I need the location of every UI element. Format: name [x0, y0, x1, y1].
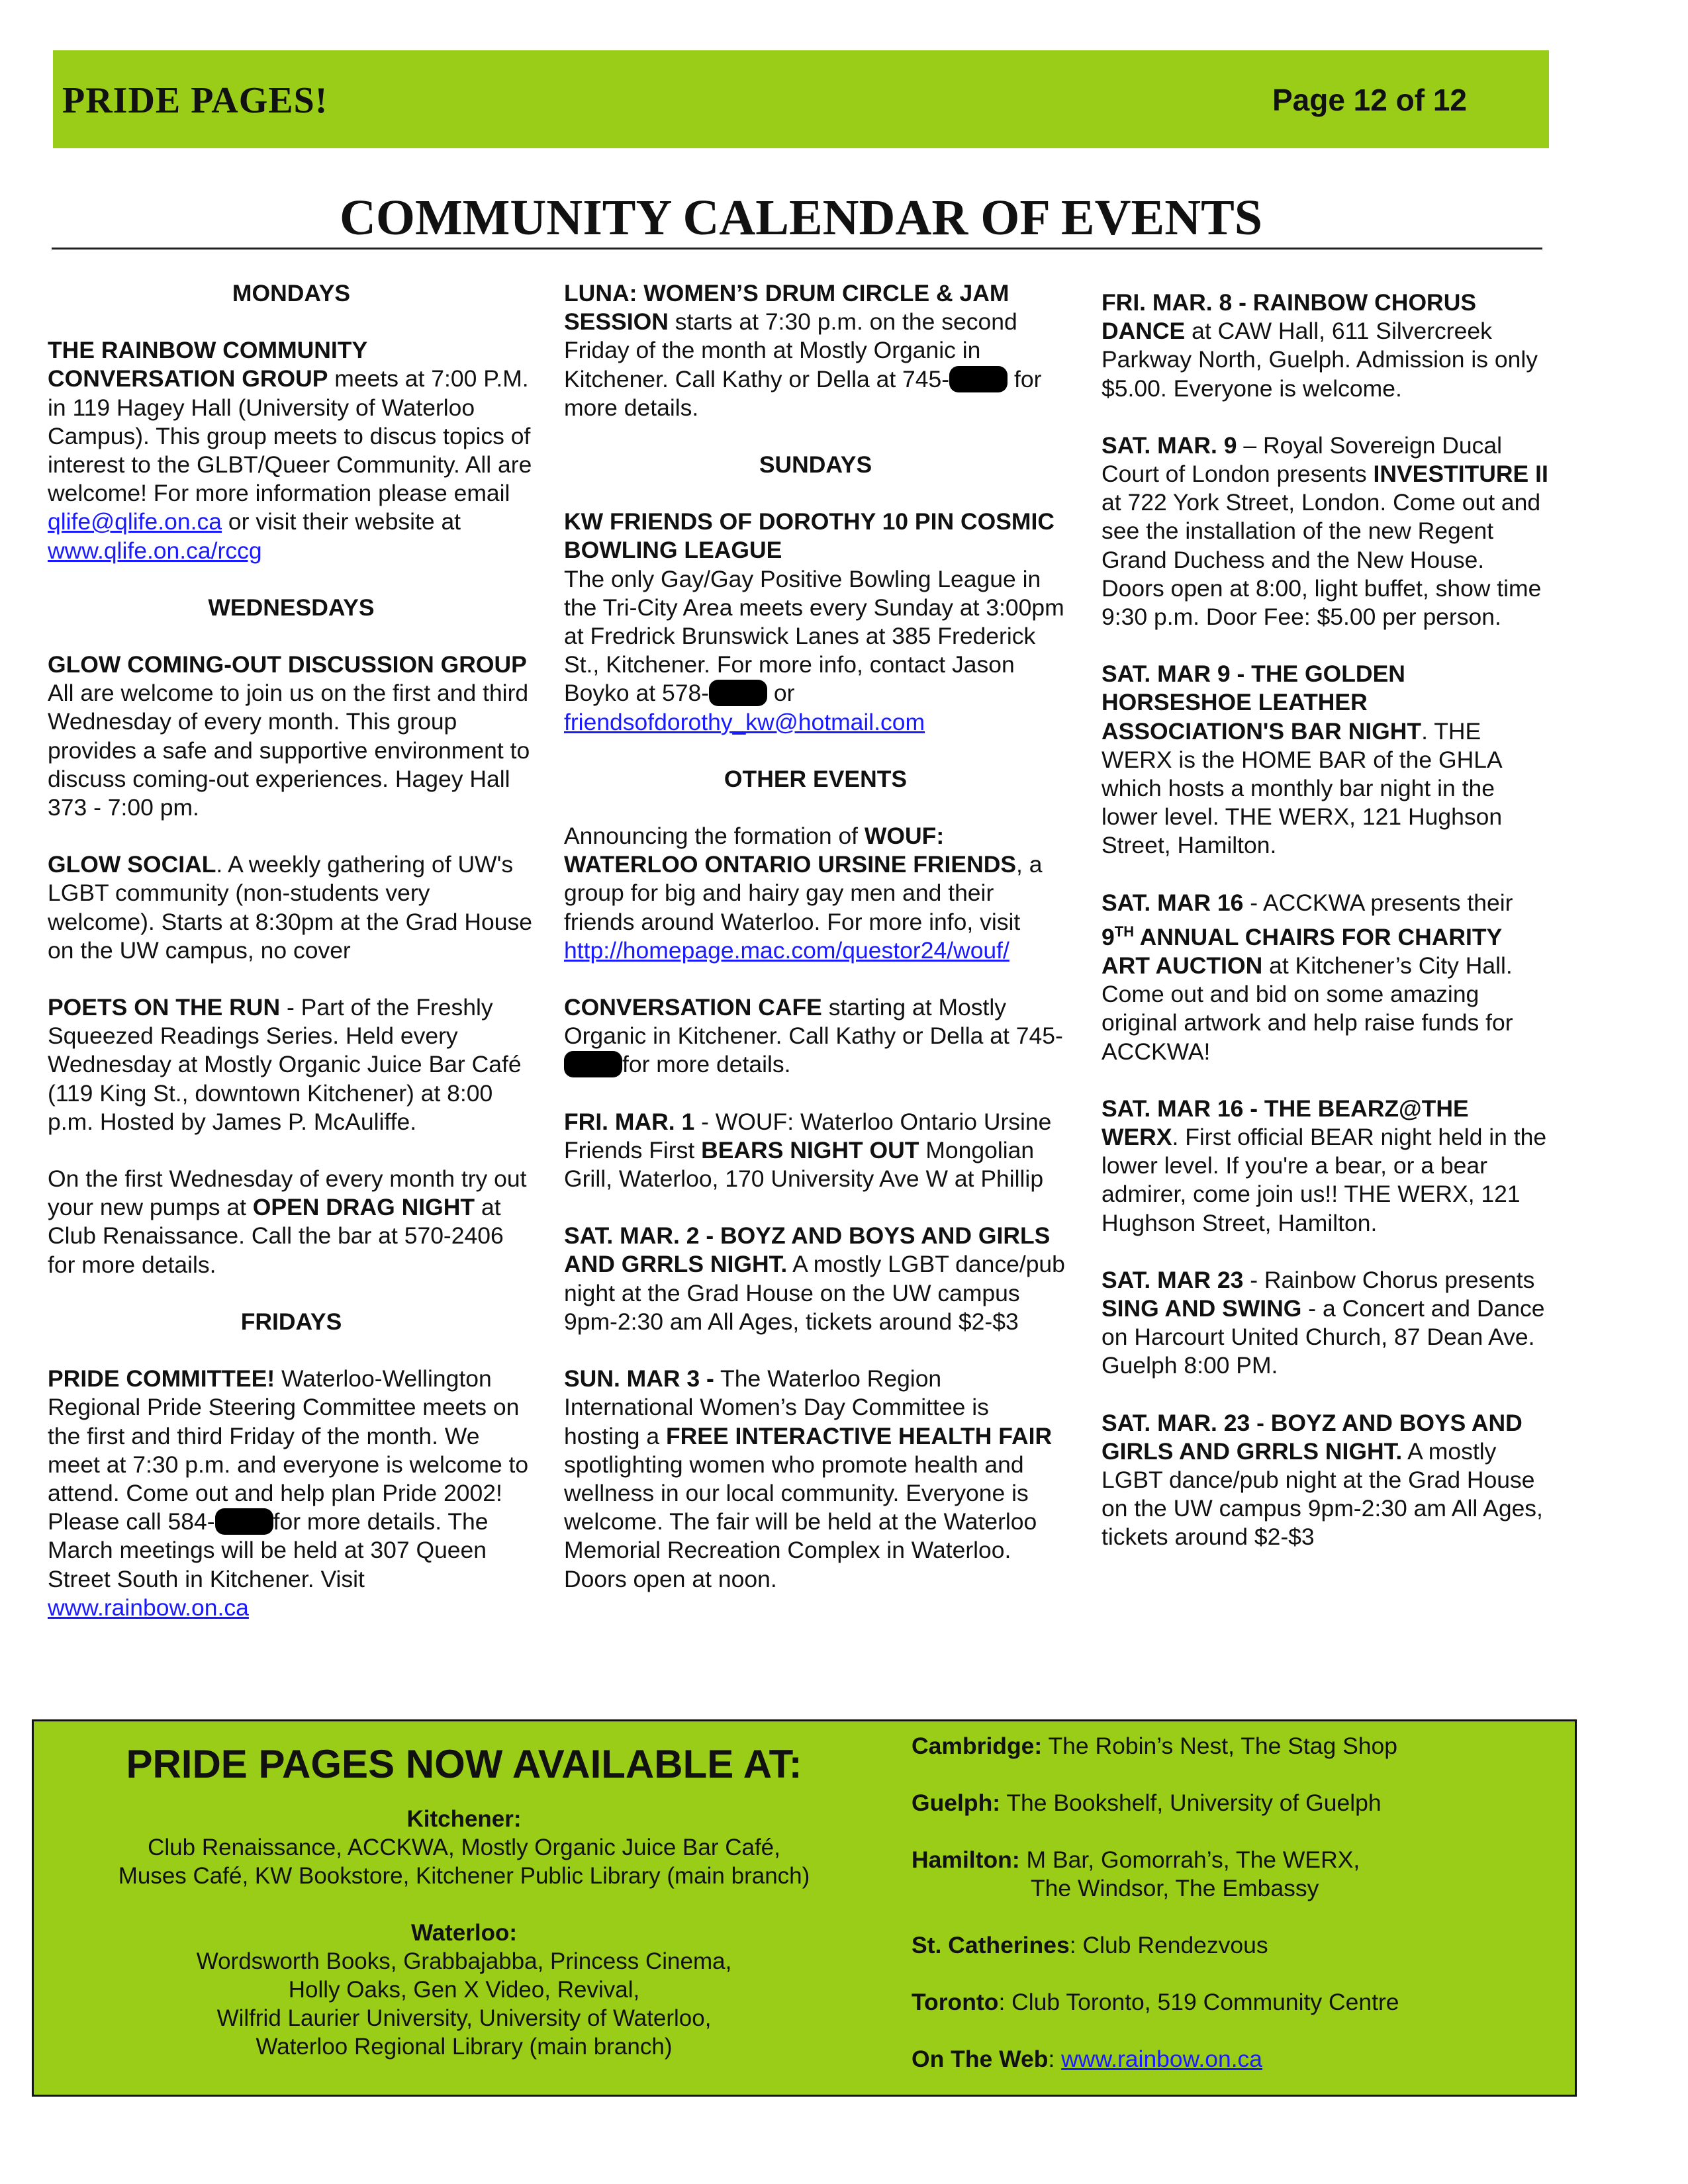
waterloo-locations [34, 1919, 894, 2061]
event-text: for more details. [622, 1051, 791, 1078]
event-title: SING AND SWING [1102, 1295, 1302, 1322]
event-open-drag-night [48, 1165, 535, 1279]
event-text: - Part of the Freshly Squeezed Readings Series. Held every Wednesday at Mostly Organic Juice Bar Café (119 King St., downtown Kitchener) at 8:00 p.m. Hosted by James P. McAuliffe. [48, 994, 522, 1135]
toronto-locations [912, 1988, 1547, 2017]
event-title: BEARS NIGHT OUT [701, 1136, 919, 1163]
event-text: - WOUF: Waterloo Ontario Ursine Friends First [564, 1108, 1052, 1163]
event-text: All are welcome to join us on the first and third Wednesday of every month. This group provides a safe and supportive environment to discuss coming-out experiences. Hagey Hall 373 - 7:00 pm. [48, 680, 530, 821]
event-text: . First official BEAR night held in the lower level. If you're a bear, or a bear admirer, come join us!! THE WERX, 121 Hughson Street, Hamilton. [1102, 1123, 1547, 1236]
event-text: or visit their website at [222, 508, 461, 535]
event-text: spotlighting women who promote health and wellness in our local community. Everyone is welcome. The fair will be held at the Waterloo Memorial Recreation Complex in Waterloo. Doors open at noon. [564, 1451, 1037, 1592]
hamilton-locations [912, 1846, 1547, 1903]
location-line: Club Renaissance, ACCKWA, Mostly Organic Juice Bar Café, [148, 1835, 780, 1860]
event-text: for more details. [564, 365, 1042, 421]
newsletter-title: PRIDE PAGES! [62, 80, 328, 121]
event-sat-mar-16-auction [1102, 889, 1552, 1066]
event-title: SUN. MAR 3 - [564, 1365, 714, 1392]
st-catherines-locations [912, 1931, 1547, 1960]
event-text: meets at 7:00 P.M. in 119 Hagey Hall (University of Waterloo Campus). This group meets to discus topics of interest to the GLBT/Queer Community. All are welcome! For more information please email [48, 365, 532, 507]
event-sat-mar-16-bearz [1102, 1095, 1552, 1238]
header-banner [53, 50, 1549, 148]
event-sat-mar-9-leather [1102, 660, 1552, 860]
event-glow-social [48, 850, 535, 965]
city-label: Kitchener: [406, 1806, 522, 1832]
section-heading-mondays: MONDAYS [232, 280, 351, 306]
website-link[interactable]: www.rainbow.on.ca [48, 1594, 249, 1621]
event-title: KW FRIENDS OF DOROTHY 10 PIN COSMIC BOWLING LEAGUE [564, 508, 1055, 564]
event-text: - Rainbow Chorus presents [1243, 1266, 1535, 1293]
event-poets-on-the-run [48, 993, 535, 1136]
event-title: SAT. MAR. 23 - BOYZ AND BOYS AND GIRLS AND GRRLS NIGHT. [1102, 1409, 1523, 1465]
location-line: Wordsworth Books, Grabbajabba, Princess Cinema, [196, 1948, 732, 1974]
location-line: Muses Café, KW Bookstore, Kitchener Public Library (main branch) [118, 1863, 810, 1889]
city-label: Guelph: [912, 1790, 1001, 1816]
city-label: On The Web [912, 2046, 1049, 2072]
availability-box [32, 1719, 1577, 2097]
event-rainbow-community [48, 336, 535, 565]
event-title: WOUF: WATERLOO ONTARIO URSINE FRIENDS [564, 823, 1017, 878]
redaction-mark [564, 1051, 622, 1077]
location-line: The Bookshelf, University of Guelph [1000, 1790, 1382, 1816]
event-title: LUNA: WOMEN’S DRUM CIRCLE & JAM SESSION [564, 280, 1009, 336]
location-line: Wilfrid Laurier University, University of Waterloo, [216, 2005, 712, 2031]
section-heading-other-events: OTHER EVENTS [724, 765, 908, 792]
event-title: SAT. MAR. 9 [1102, 432, 1237, 459]
ordinal-suffix: TH [1114, 923, 1135, 940]
column-2 [564, 279, 1067, 1622]
section-heading-wednesdays: WEDNESDAYS [208, 594, 375, 621]
page-title: COMMUNITY CALENDAR OF EVENTS [339, 190, 1263, 246]
event-text: - a Concert and Dance on Harcourt United Church, 87 Dean Ave. Guelph 8:00 PM. [1102, 1295, 1545, 1379]
location-line: The Windsor, The Embassy [1031, 1875, 1319, 1901]
event-sun-mar-3 [564, 1365, 1067, 1594]
website-link[interactable]: www.qlife.on.ca/rccg [48, 537, 262, 564]
web-locations [912, 2045, 1547, 2073]
city-label: St. Catherines [912, 1932, 1070, 1958]
website-link[interactable]: http://homepage.mac.com/questor24/wouf/ [564, 936, 1009, 964]
event-text: at Kitchener’s City Hall. Come out and bid on some amazing original artwork and help raise funds for ACCKWA! [1102, 952, 1513, 1065]
kitchener-locations [34, 1805, 894, 1890]
event-title: SAT. MAR 9 - THE GOLDEN HORSESHOE LEATHER ASSOCIATION'S BAR NIGHT [1102, 660, 1422, 745]
event-fri-mar-8 [1102, 289, 1552, 403]
page-number: Page 12 of 12 [1272, 83, 1467, 117]
email-link[interactable]: qlife@qlife.on.ca [48, 508, 222, 535]
redaction-mark [709, 680, 767, 706]
location-line: M Bar, Gomorrah’s, The WERX, [1019, 1846, 1360, 1873]
guelph-locations [912, 1789, 1547, 1817]
separator: : [1048, 2046, 1062, 2072]
event-glow-discussion [48, 651, 535, 822]
event-text: at 722 York Street, London. Come out and see the installation of the new Regent Grand Duchess and the New House. Doors open at 8:00, light buffet, show time 9:30 p.m. Door Fee: $5.00 per person. [1102, 489, 1542, 631]
city-label: Waterloo: [410, 1920, 518, 1946]
column-1 [48, 279, 535, 1651]
website-link[interactable]: www.rainbow.on.ca [1061, 2046, 1263, 2072]
event-text: at Club Renaissance. Call the bar at 570-2406 for more details. [48, 1194, 504, 1278]
event-title: SAT. MAR. 2 - BOYZ AND BOYS AND GIRLS AND GRRLS NIGHT. [564, 1222, 1051, 1278]
event-pride-committee [48, 1365, 535, 1622]
city-label: Toronto [912, 1989, 999, 2015]
event-title: FRI. MAR. 1 [564, 1108, 695, 1135]
redaction-mark [949, 366, 1008, 392]
event-luna [564, 279, 1067, 422]
event-sat-mar-23-sing [1102, 1266, 1552, 1381]
availability-left [34, 1741, 894, 2089]
event-sat-mar-9-investiture [1102, 432, 1552, 631]
event-title: ANNUAL CHAIRS FOR CHARITY ART AUCTION [1102, 923, 1502, 979]
location-line: : Club Toronto, 519 Community Centre [998, 1989, 1399, 2015]
title-divider [52, 248, 1542, 250]
event-title: CONVERSATION CAFE [564, 994, 822, 1021]
event-title: PRIDE COMMITTEE! [48, 1365, 275, 1392]
city-label: Cambridge: [912, 1733, 1043, 1759]
event-title: GLOW SOCIAL [48, 851, 216, 878]
event-title: FREE INTERACTIVE HEALTH FAIR [665, 1422, 1053, 1449]
availability-heading: PRIDE PAGES NOW AVAILABLE AT: [126, 1742, 802, 1786]
event-text: at CAW Hall, 611 Silvercreek Parkway North, Guelph. Admission is only $5.00. Everyone is welcome. [1102, 318, 1538, 402]
event-conversation-cafe [564, 993, 1067, 1079]
section-heading-fridays: FRIDAYS [240, 1308, 342, 1335]
event-text: A mostly LGBT dance/pub night at the Grad House on the UW campus 9pm-2:30 am All Ages, tickets around $2-$3 [1102, 1437, 1543, 1551]
event-text: On the first Wednesday of every month try out your new pumps at [48, 1165, 527, 1221]
event-title: GLOW COMING-OUT DISCUSSION GROUP [48, 651, 527, 678]
event-text: The Waterloo Region International Women’s Day Committee is hosting a [564, 1365, 989, 1449]
location-line: The Robin’s Nest, The Stag Shop [1042, 1733, 1398, 1759]
email-link[interactable]: friendsofdorothy_kw@hotmail.com [564, 708, 925, 735]
event-text: starting at Mostly Organic in Kitchener. Call Kathy or Della at 745- [564, 994, 1063, 1050]
event-fri-mar-1 [564, 1108, 1067, 1194]
event-text: starts at 7:30 p.m. on the second Friday of the month at Mostly Organic in Kitchener. Call Kathy or Della at 745- [564, 308, 1017, 392]
event-text: . THE WERX is the HOME BAR of the GHLA which hosts a monthly bar night in the lower level. THE WERX, 121 Hughson Street, Hamilton. [1102, 717, 1503, 859]
event-title: INVESTITURE II [1373, 461, 1548, 488]
event-text: for more details. The March meetings will be held at 307 Queen Street South in Kitchener. Visit [48, 1508, 489, 1592]
event-title: POETS ON THE RUN [48, 994, 281, 1021]
section-heading-sundays: SUNDAYS [759, 451, 872, 478]
event-text: or [767, 680, 795, 707]
event-title: SAT. MAR 16 - THE BEARZ@THE WERX [1102, 1095, 1469, 1150]
event-title: THE RAINBOW COMMUNITY CONVERSATION GROUP [48, 337, 367, 392]
event-text: – Royal Sovereign Ducal Court of London presents [1102, 432, 1503, 488]
event-title: OPEN DRAG NIGHT [252, 1194, 475, 1221]
event-title: FRI. MAR. 8 - RAINBOW CHORUS DANCE [1102, 289, 1477, 345]
event-text: - ACCKWA presents their [1243, 889, 1513, 916]
location-line: Holly Oaks, Gen X Video, Revival, [288, 1977, 640, 2003]
event-title: SAT. MAR 23 [1102, 1266, 1244, 1293]
event-sat-mar-2 [564, 1222, 1067, 1336]
location-line: Waterloo Regional Library (main branch) [256, 2034, 673, 2060]
event-text: The only Gay/Gay Positive Bowling League in the Tri-City Area meets every Sunday at 3:00pm at Fredrick Brunswick Lanes at 385 Frederick St., Kitchener. For more info, contact Jason Boyko at 578- [564, 565, 1064, 707]
availability-right [912, 1732, 1547, 2102]
event-text: , a group for big and hairy gay men and their friends around Waterloo. For more info, visit [564, 851, 1043, 935]
cambridge-locations [912, 1732, 1547, 1760]
event-text: Waterloo-Wellington Regional Pride Steering Committee meets on the first and third Friday of the month. We meet at 7:30 p.m. and everyone is welcome to attend. Come out and help plan Pride 2002! Please call 584- [48, 1365, 529, 1535]
event-text: . A weekly gathering of UW's LGBT community (non-students very welcome). Starts at 8:30pm at the Grad House on the UW campus, no cover [48, 851, 533, 964]
city-label: Hamilton: [912, 1846, 1020, 1873]
event-title: 9 [1102, 923, 1115, 950]
redaction-mark [215, 1508, 273, 1535]
event-text: A mostly LGBT dance/pub night at the Grad House on the UW campus 9pm-2:30 am All Ages, tickets around $2-$3 [564, 1251, 1065, 1335]
event-sat-mar-23-boyz [1102, 1409, 1552, 1552]
event-title: SAT. MAR 16 [1102, 889, 1244, 916]
event-text: Mongolian Grill, Waterloo, 170 University Ave W at Phillip [564, 1136, 1044, 1193]
event-text: Announcing the formation of [564, 823, 865, 850]
event-kw-friends-of-dorothy [564, 508, 1067, 737]
column-3 [1102, 289, 1552, 1580]
event-wouf [564, 822, 1067, 965]
location-line: : Club Rendezvous [1069, 1932, 1268, 1958]
